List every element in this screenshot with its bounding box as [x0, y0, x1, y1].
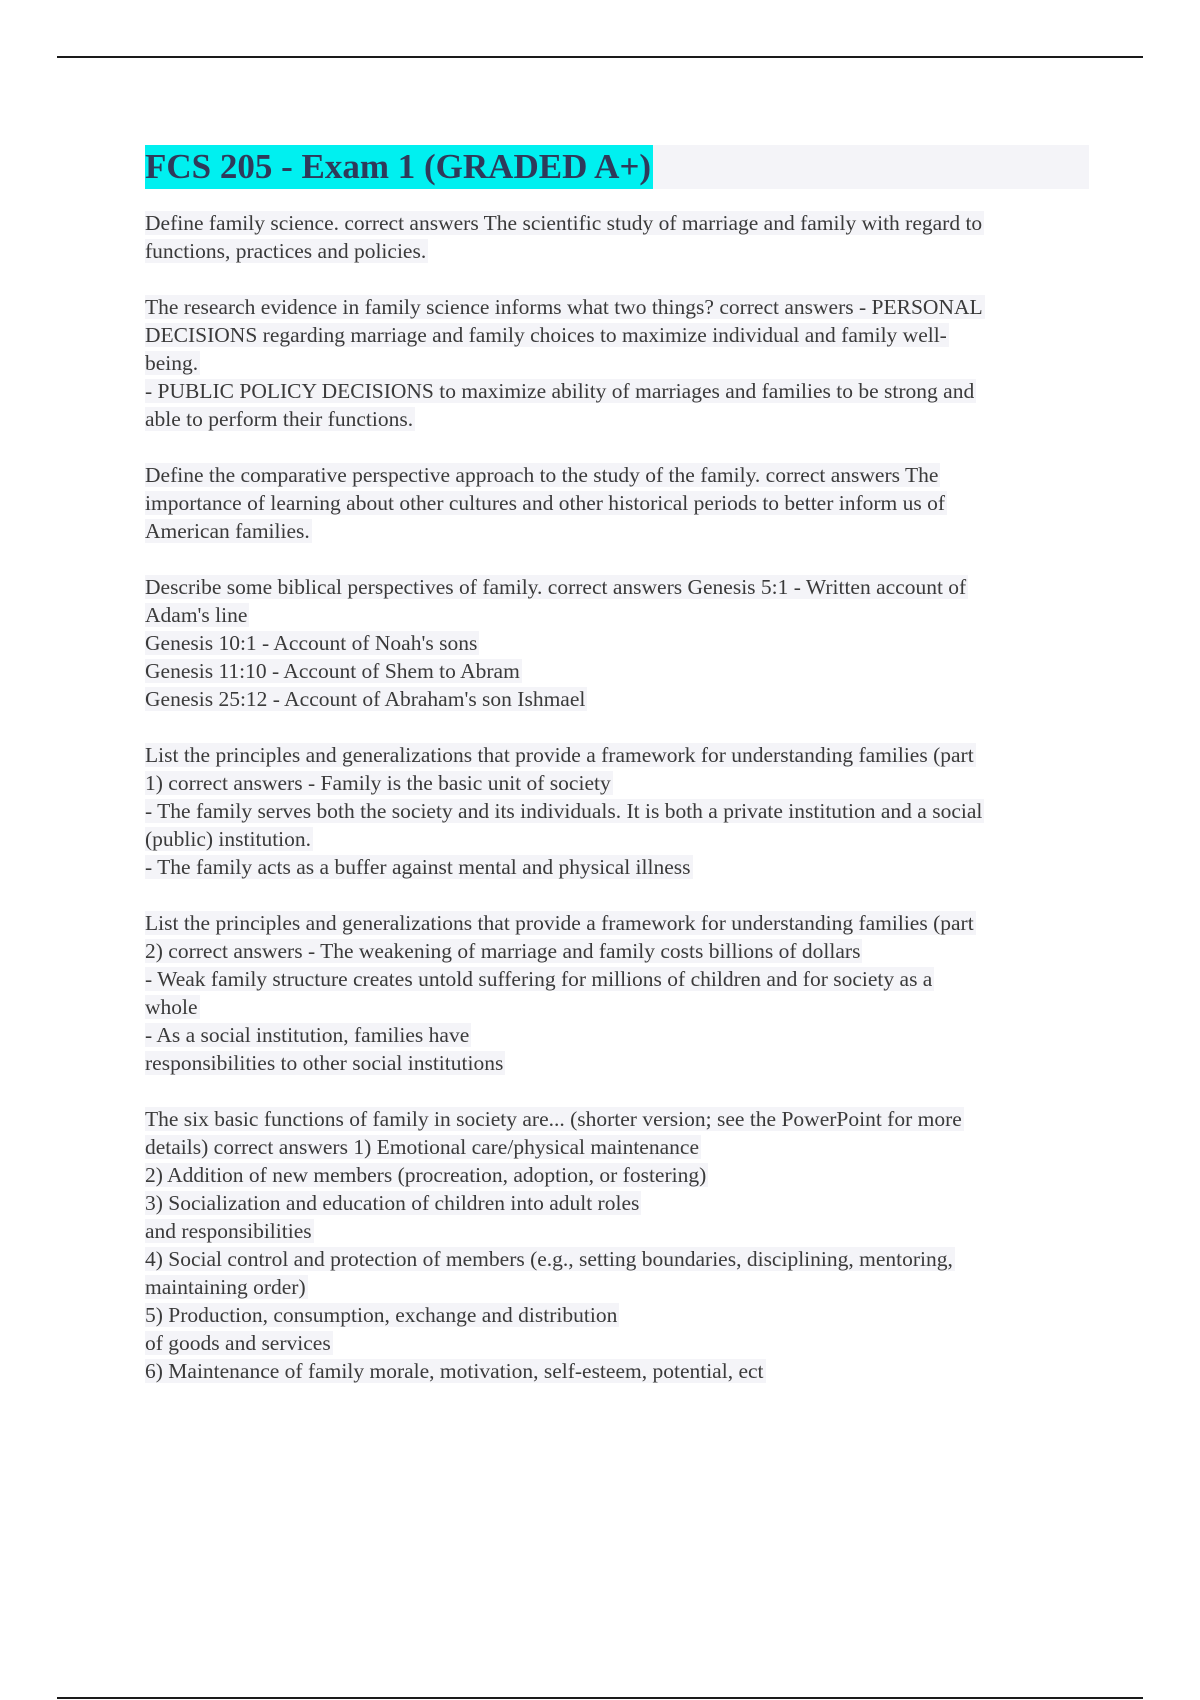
qa-line-text: of goods and services	[145, 1331, 331, 1355]
qa-line	[145, 797, 1090, 825]
qa-line	[145, 237, 1090, 265]
qa-block	[145, 1105, 1090, 1385]
qa-line	[145, 1245, 1090, 1273]
qa-line-text: 6) Maintenance of family morale, motivation, self-esteem, potential, ect	[145, 1359, 764, 1383]
qa-line	[145, 405, 1090, 433]
qa-line	[145, 657, 1090, 685]
title-bar	[145, 145, 1089, 189]
qa-line-text: 5) Production, consumption, exchange and distribution	[145, 1303, 618, 1327]
qa-line-text: 2) Addition of new members (procreation, adoption, or fostering)	[145, 1163, 707, 1187]
qa-line-text: DECISIONS regarding marriage and family choices to maximize individual and family well-	[145, 323, 947, 347]
qa-line	[145, 965, 1090, 993]
qa-line-text: being.	[145, 351, 199, 375]
qa-line-text: - The family serves both the society and its individuals. It is both a private institution and a social	[145, 799, 983, 823]
document-body	[145, 145, 1090, 1413]
qa-line	[145, 937, 1090, 965]
qa-line	[145, 209, 1090, 237]
qa-line	[145, 853, 1090, 881]
qa-line	[145, 1161, 1090, 1189]
qa-line	[145, 573, 1090, 601]
qa-line-text: 1) correct answers - Family is the basic unit of society	[145, 771, 611, 795]
qa-line	[145, 993, 1090, 1021]
bottom-rule	[57, 1697, 1143, 1699]
qa-line-text: details) correct answers 1) Emotional care/physical maintenance	[145, 1135, 699, 1159]
qa-line	[145, 321, 1090, 349]
qa-line	[145, 1105, 1090, 1133]
qa-line	[145, 685, 1090, 713]
qa-line	[145, 629, 1090, 657]
qa-line	[145, 1049, 1090, 1077]
qa-line-text: able to perform their functions.	[145, 407, 414, 431]
qa-line	[145, 601, 1090, 629]
qa-line-text: 2) correct answers - The weakening of marriage and family costs billions of dollars	[145, 939, 861, 963]
qa-line	[145, 1301, 1090, 1329]
qa-line	[145, 1133, 1090, 1161]
qa-block	[145, 293, 1090, 433]
qa-line-text: American families.	[145, 519, 310, 543]
qa-line-text: Describe some biblical perspectives of family. correct answers Genesis 5:1 - Written account of	[145, 575, 967, 599]
qa-line-text: Genesis 10:1 - Account of Noah's sons	[145, 631, 478, 655]
qa-line	[145, 1217, 1090, 1245]
qa-line-text: Define the comparative perspective approach to the study of the family. correct answers The	[145, 463, 939, 487]
qa-block	[145, 209, 1090, 265]
top-rule	[57, 56, 1143, 58]
qa-line	[145, 1329, 1090, 1357]
qa-line-text: The six basic functions of family in society are... (shorter version; see the PowerPoint for more	[145, 1107, 962, 1131]
qa-line-text: Genesis 25:12 - Account of Abraham's son Ishmael	[145, 687, 586, 711]
qa-line-text: and responsibilities	[145, 1219, 312, 1243]
qa-block	[145, 461, 1090, 545]
qa-line-text: The research evidence in family science informs what two things? correct answers - PERSONAL	[145, 295, 983, 319]
qa-line-text: responsibilities to other social institutions	[145, 1051, 504, 1075]
qa-line-text: functions, practices and policies.	[145, 239, 427, 263]
qa-line-text: Adam's line	[145, 603, 248, 627]
qa-line-text: whole	[145, 995, 198, 1019]
qa-block	[145, 573, 1090, 713]
qa-block	[145, 909, 1090, 1077]
qa-line	[145, 825, 1090, 853]
qa-line	[145, 517, 1090, 545]
document-title: FCS 205 - Exam 1 (GRADED A+)	[145, 145, 653, 189]
qa-line-text: maintaining order)	[145, 1275, 306, 1299]
qa-line-text: Define family science. correct answers The scientific study of marriage and family with regard to	[145, 211, 983, 235]
qa-line-text: (public) institution.	[145, 827, 312, 851]
qa-line	[145, 1189, 1090, 1217]
qa-line	[145, 1273, 1090, 1301]
qa-line-text: - Weak family structure creates untold suffering for millions of children and for society as a	[145, 967, 933, 991]
qa-line-text: 3) Socialization and education of children into adult roles	[145, 1191, 640, 1215]
qa-line	[145, 1021, 1090, 1049]
qa-line	[145, 349, 1090, 377]
qa-line-text: - PUBLIC POLICY DECISIONS to maximize ability of marriages and families to be strong and	[145, 379, 975, 403]
qa-line	[145, 461, 1090, 489]
qa-line	[145, 489, 1090, 517]
qa-line-text: - The family acts as a buffer against mental and physical illness	[145, 855, 691, 879]
qa-line-text: 4) Social control and protection of members (e.g., setting boundaries, disciplining, mentoring,	[145, 1247, 953, 1271]
qa-list	[145, 209, 1090, 1385]
qa-line	[145, 293, 1090, 321]
qa-line	[145, 769, 1090, 797]
qa-line	[145, 1357, 1090, 1385]
qa-line-text: Genesis 11:10 - Account of Shem to Abram	[145, 659, 520, 683]
qa-line	[145, 377, 1090, 405]
qa-line-text: List the principles and generalizations that provide a framework for understanding families (part	[145, 911, 974, 935]
qa-line-text: importance of learning about other cultures and other historical periods to better inform us of	[145, 491, 946, 515]
qa-line-text: List the principles and generalizations that provide a framework for understanding families (part	[145, 743, 974, 767]
qa-block	[145, 741, 1090, 881]
qa-line	[145, 909, 1090, 937]
qa-line	[145, 741, 1090, 769]
qa-line-text: - As a social institution, families have	[145, 1023, 470, 1047]
